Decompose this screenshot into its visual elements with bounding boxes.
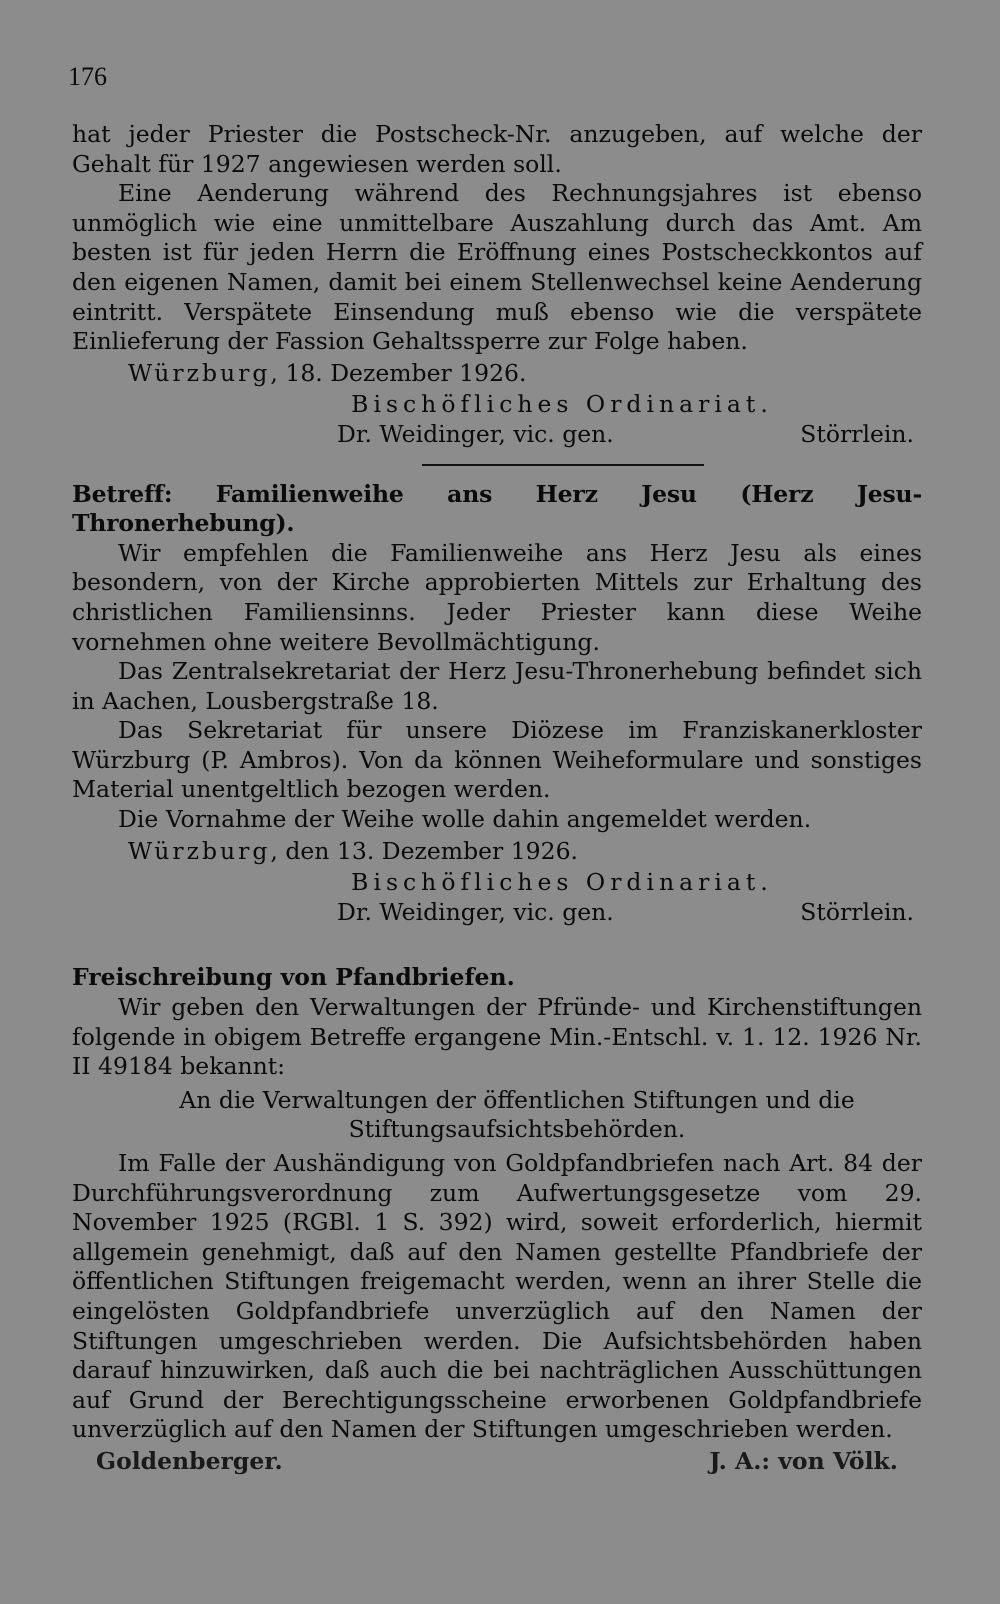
place-name: Würzburg bbox=[128, 836, 271, 865]
date: , 18. Dezember 1926. bbox=[270, 358, 527, 387]
signer-right: Störrlein. bbox=[800, 419, 914, 448]
paragraph: Die Vornahme der Weihe wolle dahin angemeldet werden. bbox=[118, 805, 812, 834]
paragraph: hat jeder Priester die Postscheck-Nr. anzugeben, auf welche der Gehalt für 1927 angewiesen werden soll. bbox=[72, 120, 922, 178]
addressee: An die Verwaltungen der öffentlichen Stiftungen und die Stiftungsaufsichtsbehörden. bbox=[179, 1085, 855, 1144]
signatures bbox=[72, 898, 922, 928]
paragraph: Wir empfehlen die Familienweihe ans Herz Jesu als eines besondern, von der Kirche approbierten Mittels zur Erhaltung des christlichen Familiensinns. Jeder Priester kann diese Weihe vornehmen ohne weitere Bevollmächtigung. bbox=[72, 538, 922, 656]
section-heading: Betreff: Familienweihe ans Herz Jesu (Herz Jesu-Thronerhebung). bbox=[72, 479, 922, 538]
signer-right: Störrlein. bbox=[800, 897, 914, 926]
date: , den 13. Dezember 1926. bbox=[270, 836, 579, 865]
signatures bbox=[72, 1447, 922, 1477]
paragraph: Eine Aenderung während des Rechnungsjahres ist ebenso unmöglich wie eine unmittelbare Auszahlung durch das Amt. Am besten ist für jeden Herrn die Eröffnung eines Postscheckkontos auf den eigenen Namen, damit bei einem Stellenwechsel keine Aenderung eintritt. Verspätete Einsendung muß ebenso wie die verspätete Einlieferung der Fassion Gehaltssperre zur Folge haben. bbox=[72, 179, 922, 356]
page-number: 176 bbox=[68, 62, 107, 91]
section-pfandbriefe bbox=[72, 963, 922, 1476]
signatures bbox=[72, 420, 922, 450]
signer-left: Dr. Weidinger, vic. gen. bbox=[337, 419, 614, 448]
paragraph: Im Falle der Aushändigung von Goldpfandbriefen nach Art. 84 der Durchführungsverordnung zum Aufwertungsgesetze vom 29. November 1925 (RGBl. 1 S. 392) wird, soweit erforderlich, hiermit allgemein genehmigt, daß auf den Namen gestellte Pfandbriefe der öffentlichen Stiftungen freigemacht werden, wenn an ihrer Stelle die eingelösten Goldpfandbriefe unverzüglich auf den Namen der Stiftungen umgeschrieben werden. Die Aufsichtsbehörden haben darauf hinzuwirken, daß auch die bei nachträglichen Ausschüttungen auf Grund der Berechtigungsscheine erworbenen Goldpfandbriefe unverzüglich auf den Namen der Stiftungen umgeschrieben werden. bbox=[72, 1149, 922, 1444]
paragraph: Wir geben den Verwaltungen der Pfründe- und Kirchenstiftungen folgende in obigem Betreffe ergangene Min.-Entschl. v. 1. 12. 1926 Nr. II 49184 bekannt: bbox=[72, 993, 922, 1081]
section-gehalt bbox=[72, 120, 922, 450]
place-date bbox=[128, 359, 922, 389]
paragraph: Das Sekretariat für unsere Diözese im Franziskanerkloster Würzburg (P. Ambros). Von da können Weiheformulare und sonstiges Material unentgeltlich bezogen werden. bbox=[72, 716, 922, 804]
issuing-authority: Bischöfliches Ordinariat. bbox=[351, 868, 773, 897]
signer-left: Dr. Weidinger, vic. gen. bbox=[337, 897, 614, 926]
page-body bbox=[72, 120, 922, 1477]
paragraph: Das Zentralsekretariat der Herz Jesu-Thronerhebung befindet sich in Aachen, Lousbergstraße 18. bbox=[72, 657, 922, 715]
issuing-authority: Bischöfliches Ordinariat. bbox=[351, 390, 773, 419]
place-date bbox=[128, 837, 922, 867]
signer-left: Goldenberger. bbox=[96, 1446, 283, 1475]
section-familienweihe bbox=[72, 480, 922, 928]
section-heading: Freischreibung von Pfandbriefen. bbox=[72, 963, 515, 992]
signer-right: J. A.: von Völk. bbox=[709, 1446, 898, 1475]
place-name: Würzburg bbox=[128, 358, 271, 387]
section-divider bbox=[422, 464, 704, 466]
